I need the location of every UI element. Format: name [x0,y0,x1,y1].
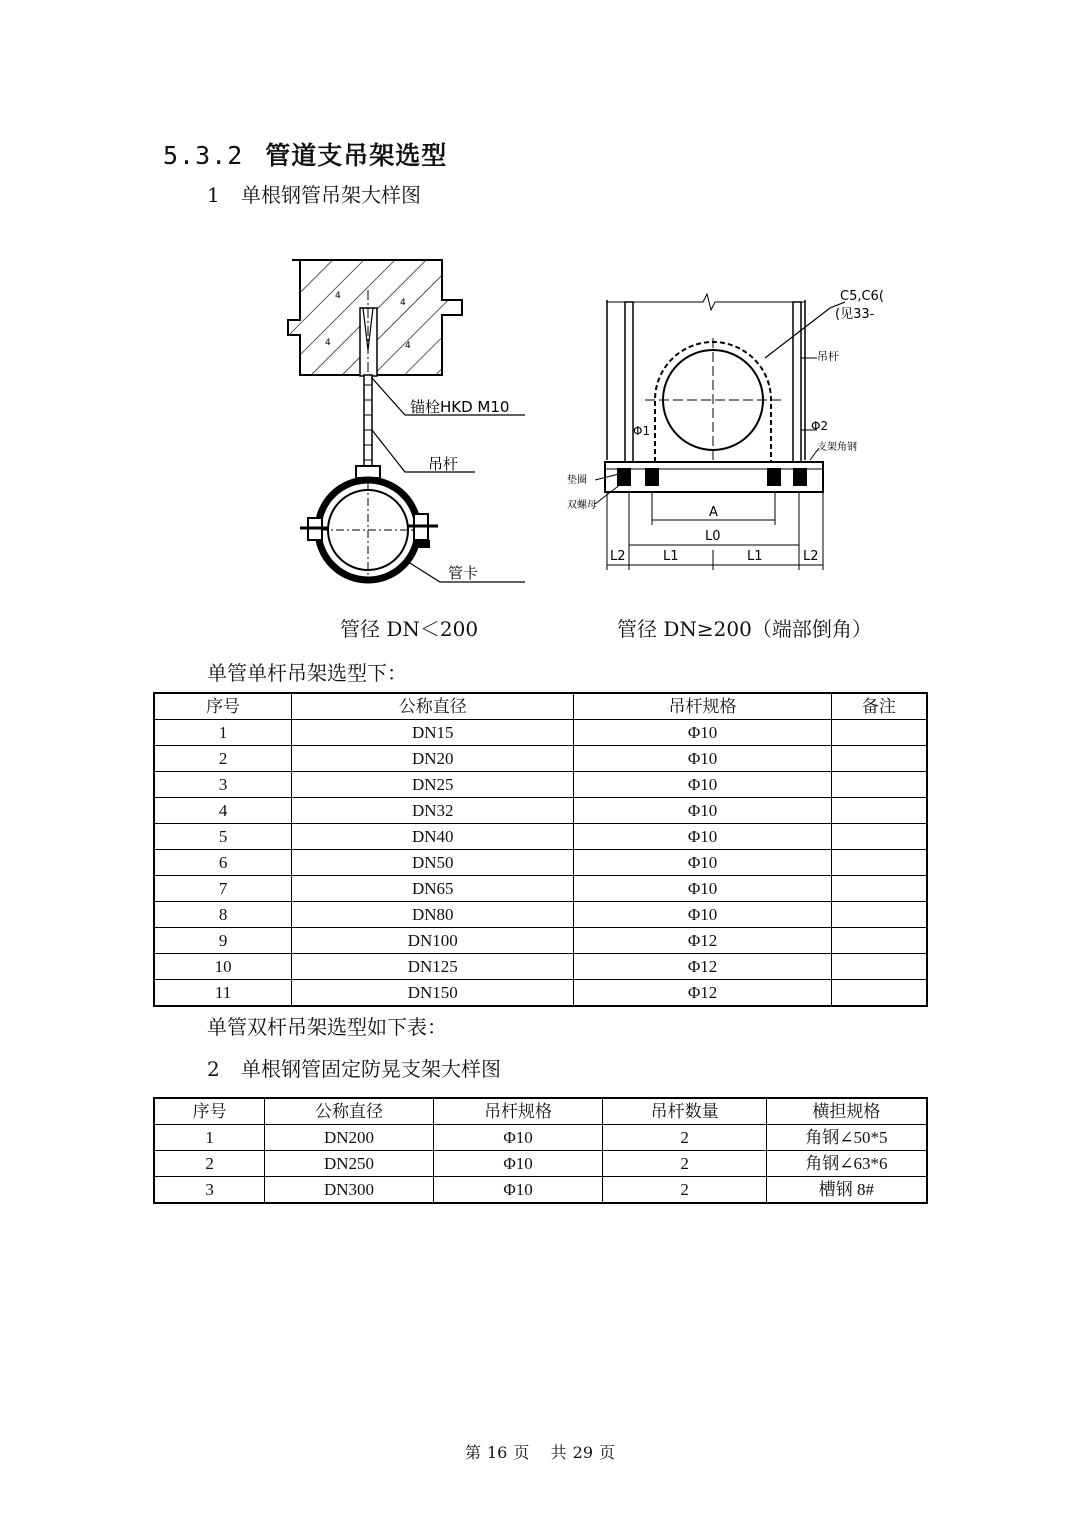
table-cell [831,746,927,772]
subheading-2-number: 2 [207,1057,220,1081]
pipe-section [645,338,781,470]
table-cell [831,798,927,824]
table-cell [831,772,927,798]
table-cell: Φ10 [574,850,831,876]
table-cell: Φ10 [574,746,831,772]
table-cell: 2 [154,1151,265,1177]
single-rod-table [153,692,928,1007]
table-cell: 1 [154,1125,265,1151]
table-cell: DN32 [292,798,574,824]
table-cell [831,824,927,850]
label-support-angle: 支架角钢 [817,442,857,453]
hanger-rod [356,375,380,478]
table1-intro: 单管单杆吊架选型下： [207,661,407,685]
subheading-1-number: 1 [207,183,220,207]
label-dim-l2-left: L2 [610,549,626,564]
table-cell: 2 [603,1177,767,1204]
table-cell: 2 [603,1151,767,1177]
caption-right: 管径 DN≥200（端部倒角） [617,617,872,641]
table-row [154,850,927,876]
table-cell: 3 [154,1177,265,1204]
table1-header-row [154,693,927,720]
subheading-1-title: 单根钢管吊架大样图 [241,183,421,207]
table-cell: DN15 [292,720,574,746]
table-cell: Φ10 [433,1125,603,1151]
double-rod-hanger-drawing [555,280,895,580]
label-dim-l1-right: L1 [747,549,763,564]
table-row [154,746,927,772]
svg-text:4: 4 [405,341,411,351]
table-cell: DN200 [265,1125,434,1151]
page-footer [0,1440,1080,1463]
table-cell: DN80 [292,902,574,928]
table-cell [831,876,927,902]
table1-header-cell: 备注 [831,693,927,720]
table1-header-cell: 序号 [154,693,292,720]
label-anchor-bolt: 锚栓HKD M10 [410,398,510,416]
label-double-nut: 双螺母 [567,500,597,511]
label-phi1: Φ1 [633,424,651,438]
label-dim-a: A [709,505,718,520]
table-row [154,980,927,1007]
label-washer: 垫圈 [567,475,587,486]
footer-page-prefix: 第 [464,1443,481,1462]
table-cell [831,850,927,876]
label-clamp: 管卡 [448,564,479,582]
angle-crossarm [605,462,823,492]
table-cell: 2 [603,1125,767,1151]
table-cell: DN100 [292,928,574,954]
footer-total-suffix: 页 [599,1443,616,1462]
double-rod-table [153,1097,928,1204]
table-cell: 槽钢 8# [766,1177,927,1204]
table-cell: 8 [154,902,292,928]
label-rod-right: 吊杆 [817,350,839,363]
table-row [154,1177,927,1204]
label-ref-c5c6: C5,C6( [840,289,884,304]
table-cell: Φ10 [574,824,831,850]
table-cell [831,902,927,928]
table2-header-row [154,1098,927,1125]
table-cell: Φ10 [433,1151,603,1177]
table-cell [831,954,927,980]
table-cell: 10 [154,954,292,980]
table2-header-cell: 横担规格 [766,1098,927,1125]
table-row [154,902,927,928]
table-cell: 3 [154,772,292,798]
table-row [154,772,927,798]
table-cell [831,928,927,954]
table-row [154,954,927,980]
table2-header-cell: 公称直径 [265,1098,434,1125]
svg-text:4: 4 [400,298,406,308]
table-cell: DN150 [292,980,574,1007]
table-cell: DN40 [292,824,574,850]
table-row [154,720,927,746]
table-row [154,876,927,902]
table-row [154,1151,927,1177]
subheading-2 [207,1053,501,1082]
table2-header-cell: 吊杆数量 [603,1098,767,1125]
table-cell: 5 [154,824,292,850]
caption-left: 管径 DN＜200 [340,617,479,641]
footer-total-pages: 29 [572,1443,593,1462]
table-cell: 6 [154,850,292,876]
label-dim-l0: L0 [705,529,721,544]
table-cell: DN125 [292,954,574,980]
table-cell: Φ10 [574,798,831,824]
table-cell: Φ12 [574,980,831,1007]
table-cell: DN250 [265,1151,434,1177]
table1-header-cell: 吊杆规格 [574,693,831,720]
table-cell: DN25 [292,772,574,798]
table-cell: DN300 [265,1177,434,1204]
footer-page-number: 16 [486,1443,508,1462]
table-cell: Φ12 [574,954,831,980]
table-cell: 9 [154,928,292,954]
subheading-2-title: 单根钢管固定防晃支架大样图 [241,1057,501,1081]
label-dim-l2-right: L2 [803,549,819,564]
footer-page-suffix: 页 [513,1443,530,1462]
table-cell: 7 [154,876,292,902]
table-cell: Φ10 [574,720,831,746]
pipe-clamp [300,480,438,580]
table-cell: Φ10 [574,902,831,928]
table-cell: 角钢∠63*6 [766,1151,927,1177]
table-row [154,824,927,850]
footer-total-prefix: 共 [550,1443,567,1462]
table-cell: 11 [154,980,292,1007]
label-hanger-rod: 吊杆 [428,455,459,473]
table2-header-cell: 吊杆规格 [433,1098,603,1125]
section-heading [163,136,447,172]
section-number: 5.3.2 [163,141,244,170]
table-cell: Φ12 [574,928,831,954]
table-row [154,798,927,824]
table-cell: Φ10 [574,772,831,798]
table2-intro: 单管双杆吊架选型如下表： [207,1015,447,1039]
table-cell [831,720,927,746]
table2-header-cell: 序号 [154,1098,265,1125]
label-phi2: Φ2 [811,419,829,433]
table-cell: 角钢∠50*5 [766,1125,927,1151]
table1-header-cell: 公称直径 [292,693,574,720]
svg-text:4: 4 [325,338,331,348]
section-title: 管道支吊架选型 [265,141,448,170]
table-cell: DN50 [292,850,574,876]
label-dim-l1-left: L1 [663,549,679,564]
table-row [154,928,927,954]
table-cell [831,980,927,1007]
table2-body [154,1125,927,1204]
label-ref-see33: (见33- [835,307,875,322]
table-cell: Φ10 [433,1177,603,1204]
table-cell: 1 [154,720,292,746]
table-cell: 2 [154,746,292,772]
subheading-1 [207,179,421,208]
svg-text:4: 4 [335,291,341,301]
table-cell: DN65 [292,876,574,902]
single-rod-hanger-drawing [280,250,530,600]
table-row [154,1125,927,1151]
table1-body [154,720,927,1007]
table-cell: Φ10 [574,876,831,902]
table-cell: 4 [154,798,292,824]
table-cell: DN20 [292,746,574,772]
